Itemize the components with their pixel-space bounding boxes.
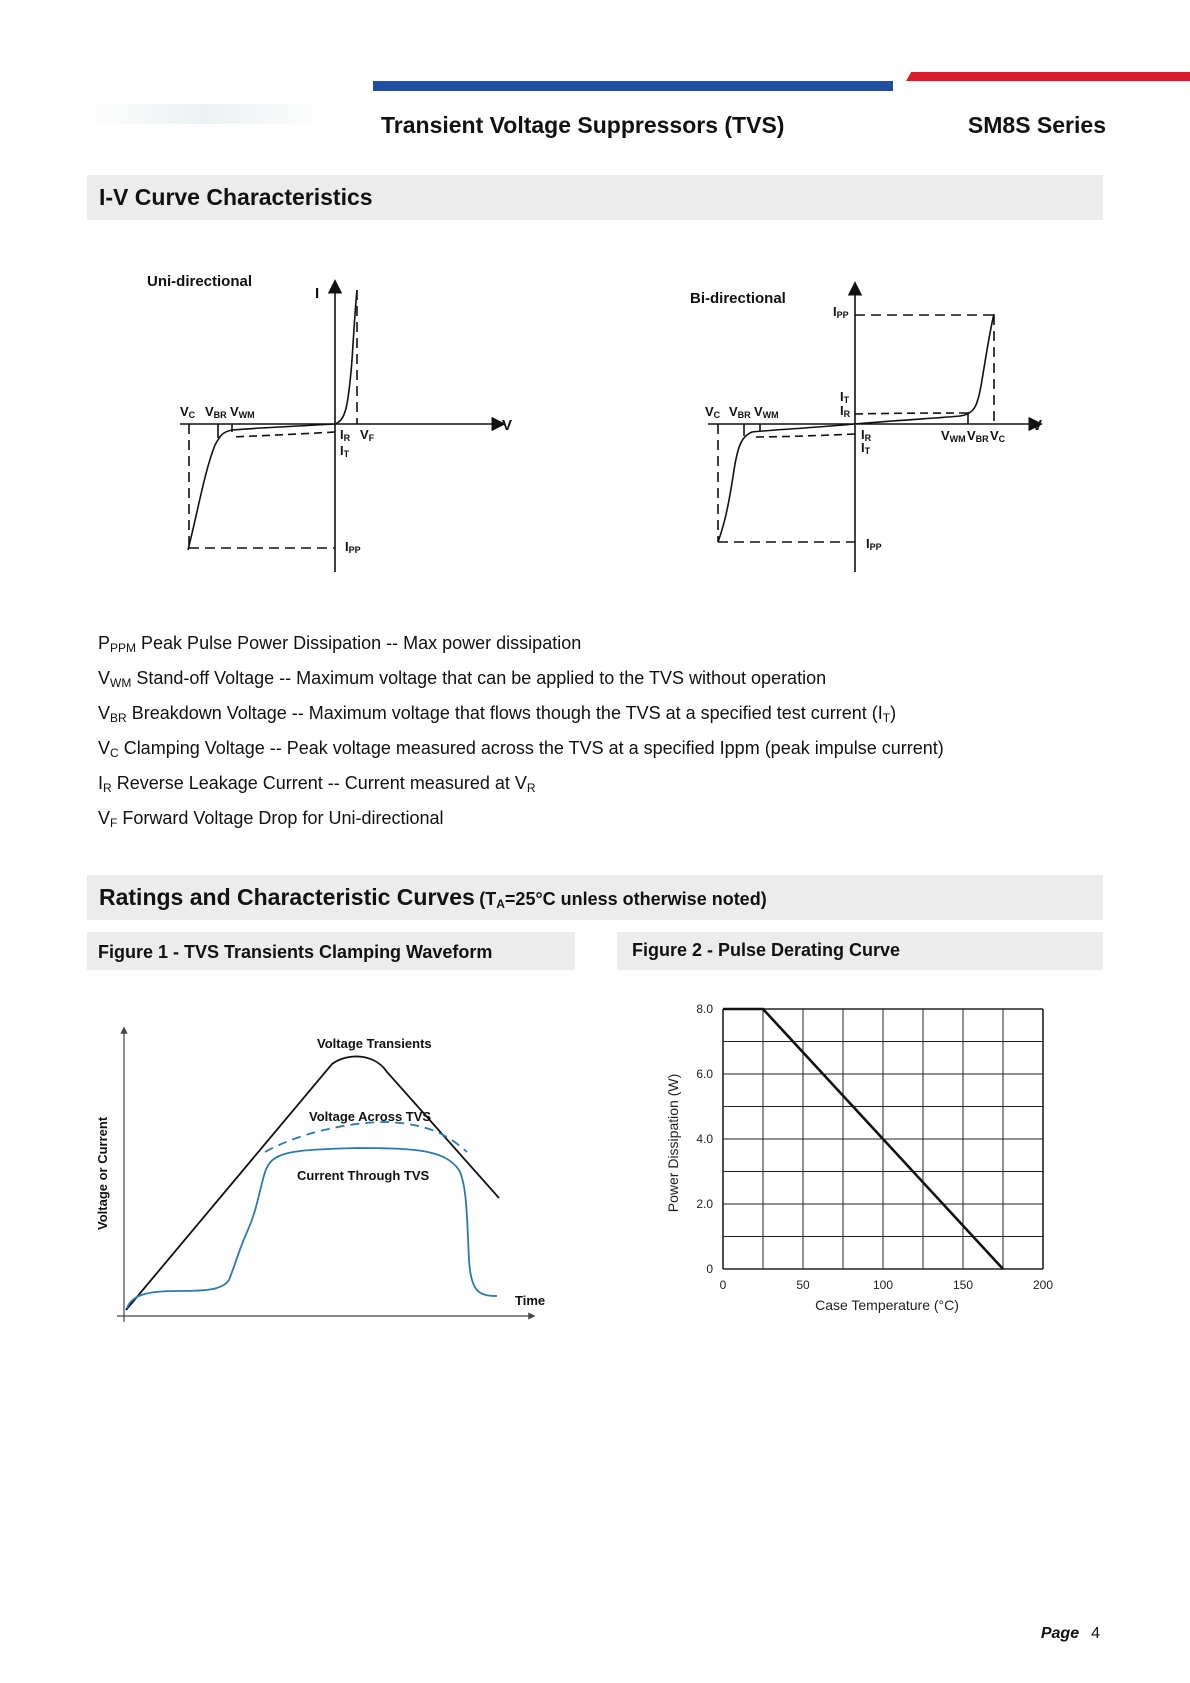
definition-item: $I_R$ Reverse Leakage Current -- Current measured at $V_R$ — [98, 773, 536, 795]
figure2-title: Figure 2 - Pulse Derating Curve — [632, 940, 901, 960]
ratings-note: ($T_A=25^\circ C$ unless otherwise noted) — [479, 889, 767, 911]
bi-vc-right-label: VC — [990, 428, 1006, 444]
figure2-chart — [660, 995, 1080, 1325]
figure1-title: Figure 1 - TVS Transients Clamping Waveform — [98, 942, 493, 962]
figure2-xlabel: Case Temperature (°C) — [815, 1297, 959, 1313]
voltage-transients-label: Voltage Transients — [317, 1036, 432, 1051]
bi-vwm-label: VWM — [754, 404, 779, 420]
bi-vbr-label: VBR — [729, 404, 751, 420]
uni-ir-label: IR — [340, 427, 351, 443]
uni-dash-curve — [232, 432, 335, 437]
voltage-transients-curve — [126, 1056, 499, 1310]
page-footer — [1041, 1625, 1100, 1643]
current-through-label: Current Through TVS — [297, 1168, 430, 1183]
ratings-section-header — [87, 875, 1103, 920]
uni-label: Uni-directional — [147, 273, 253, 290]
y-tick-label: 4.0 — [696, 1132, 713, 1146]
header-series: SM8S Series — [967, 112, 1106, 138]
definition-item: $V_{BR}$ Breakdown Voltage -- Maximum voltage that flows though the TVS at a specified test current $(I_T)$ — [98, 703, 897, 725]
uni-vc-label: VC — [180, 404, 196, 420]
figure1-xlabel: Time — [515, 1293, 546, 1308]
y-tick-label: 2.0 — [696, 1197, 713, 1211]
definition-item: $V_{WM}$ Stand-off Voltage -- Maximum voltage that can be applied to the TVS without operation — [98, 668, 827, 690]
y-tick-label: 6.0 — [696, 1067, 713, 1081]
bi-forward-dash — [855, 413, 970, 414]
uni-vbr-label: VBR — [205, 404, 227, 420]
x-tick-label: 0 — [719, 1278, 727, 1292]
uni-axis-v-label: V — [502, 417, 513, 434]
uni-axis-i-label: I — [315, 285, 320, 302]
bi-ir-top-label: IR — [840, 403, 851, 419]
uni-ipp-label: IPP — [345, 539, 361, 555]
y-tick-label: 8.0 — [696, 1002, 713, 1016]
iv-curves — [0, 0, 1190, 600]
definition-item: $V_F$ Forward Voltage Drop for Uni-directional — [98, 808, 444, 830]
iv-section-title: I-V Curve Characteristics — [99, 184, 373, 210]
uni-reverse-curve — [188, 424, 335, 550]
x-tick-label: 100 — [872, 1278, 894, 1292]
ratings-section-title: Ratings and Characteristic Curves — [99, 884, 475, 910]
bi-vwm-right-label: VWM — [941, 428, 966, 444]
x-tick-label: 200 — [1032, 1278, 1054, 1292]
bi-ipp-bottom-label: IPP — [866, 536, 882, 552]
uni-vwm-label: VWM — [230, 404, 255, 420]
figure1-waveform — [87, 1010, 547, 1340]
bi-reverse-curve — [718, 424, 855, 542]
figure1-ylabel: Voltage or Current — [95, 1116, 110, 1230]
uni-forward-curve — [335, 290, 357, 424]
bi-axis-v-label: V — [1032, 417, 1043, 434]
definition-item: $P_{PPM}$ Peak Pulse Power Dissipation -- Max power dissipation — [98, 633, 582, 655]
bi-label: Bi-directional — [690, 290, 786, 307]
figure2-header — [617, 932, 1103, 970]
definition-item: $V_C$ Clamping Voltage -- Peak voltage measured across the TVS at a specified Ippm (peak impulse current) — [98, 738, 944, 760]
bi-ir-label: IR — [861, 427, 872, 443]
uni-vf-label: VF — [360, 427, 375, 443]
figure2-ylabel: Power Dissipation (W) — [665, 1073, 681, 1213]
uni-it-label: IT — [340, 443, 350, 459]
bi-vc-label: VC — [705, 404, 721, 420]
x-tick-label: 50 — [796, 1278, 810, 1292]
figure1-header — [87, 932, 575, 970]
voltage-across-label: Voltage Across TVS — [309, 1109, 432, 1124]
bi-reverse-dash — [752, 434, 855, 437]
header-title: Transient Voltage Suppressors (TVS) — [381, 112, 785, 138]
bi-vbr-right-label: VBR — [967, 428, 989, 444]
y-tick-label: 0 — [706, 1262, 713, 1276]
page-number: 4 — [1091, 1625, 1100, 1642]
x-tick-label: 150 — [952, 1278, 974, 1292]
bi-it-label: IT — [861, 440, 871, 456]
bi-ipp-top-label: IPP — [833, 304, 849, 320]
page-word: Page — [1040, 1625, 1080, 1642]
figure2-ticks — [696, 1002, 1053, 1292]
bi-forward-curve — [855, 314, 994, 424]
bi-it-top-label: IT — [840, 389, 850, 405]
definitions-list — [98, 628, 944, 838]
